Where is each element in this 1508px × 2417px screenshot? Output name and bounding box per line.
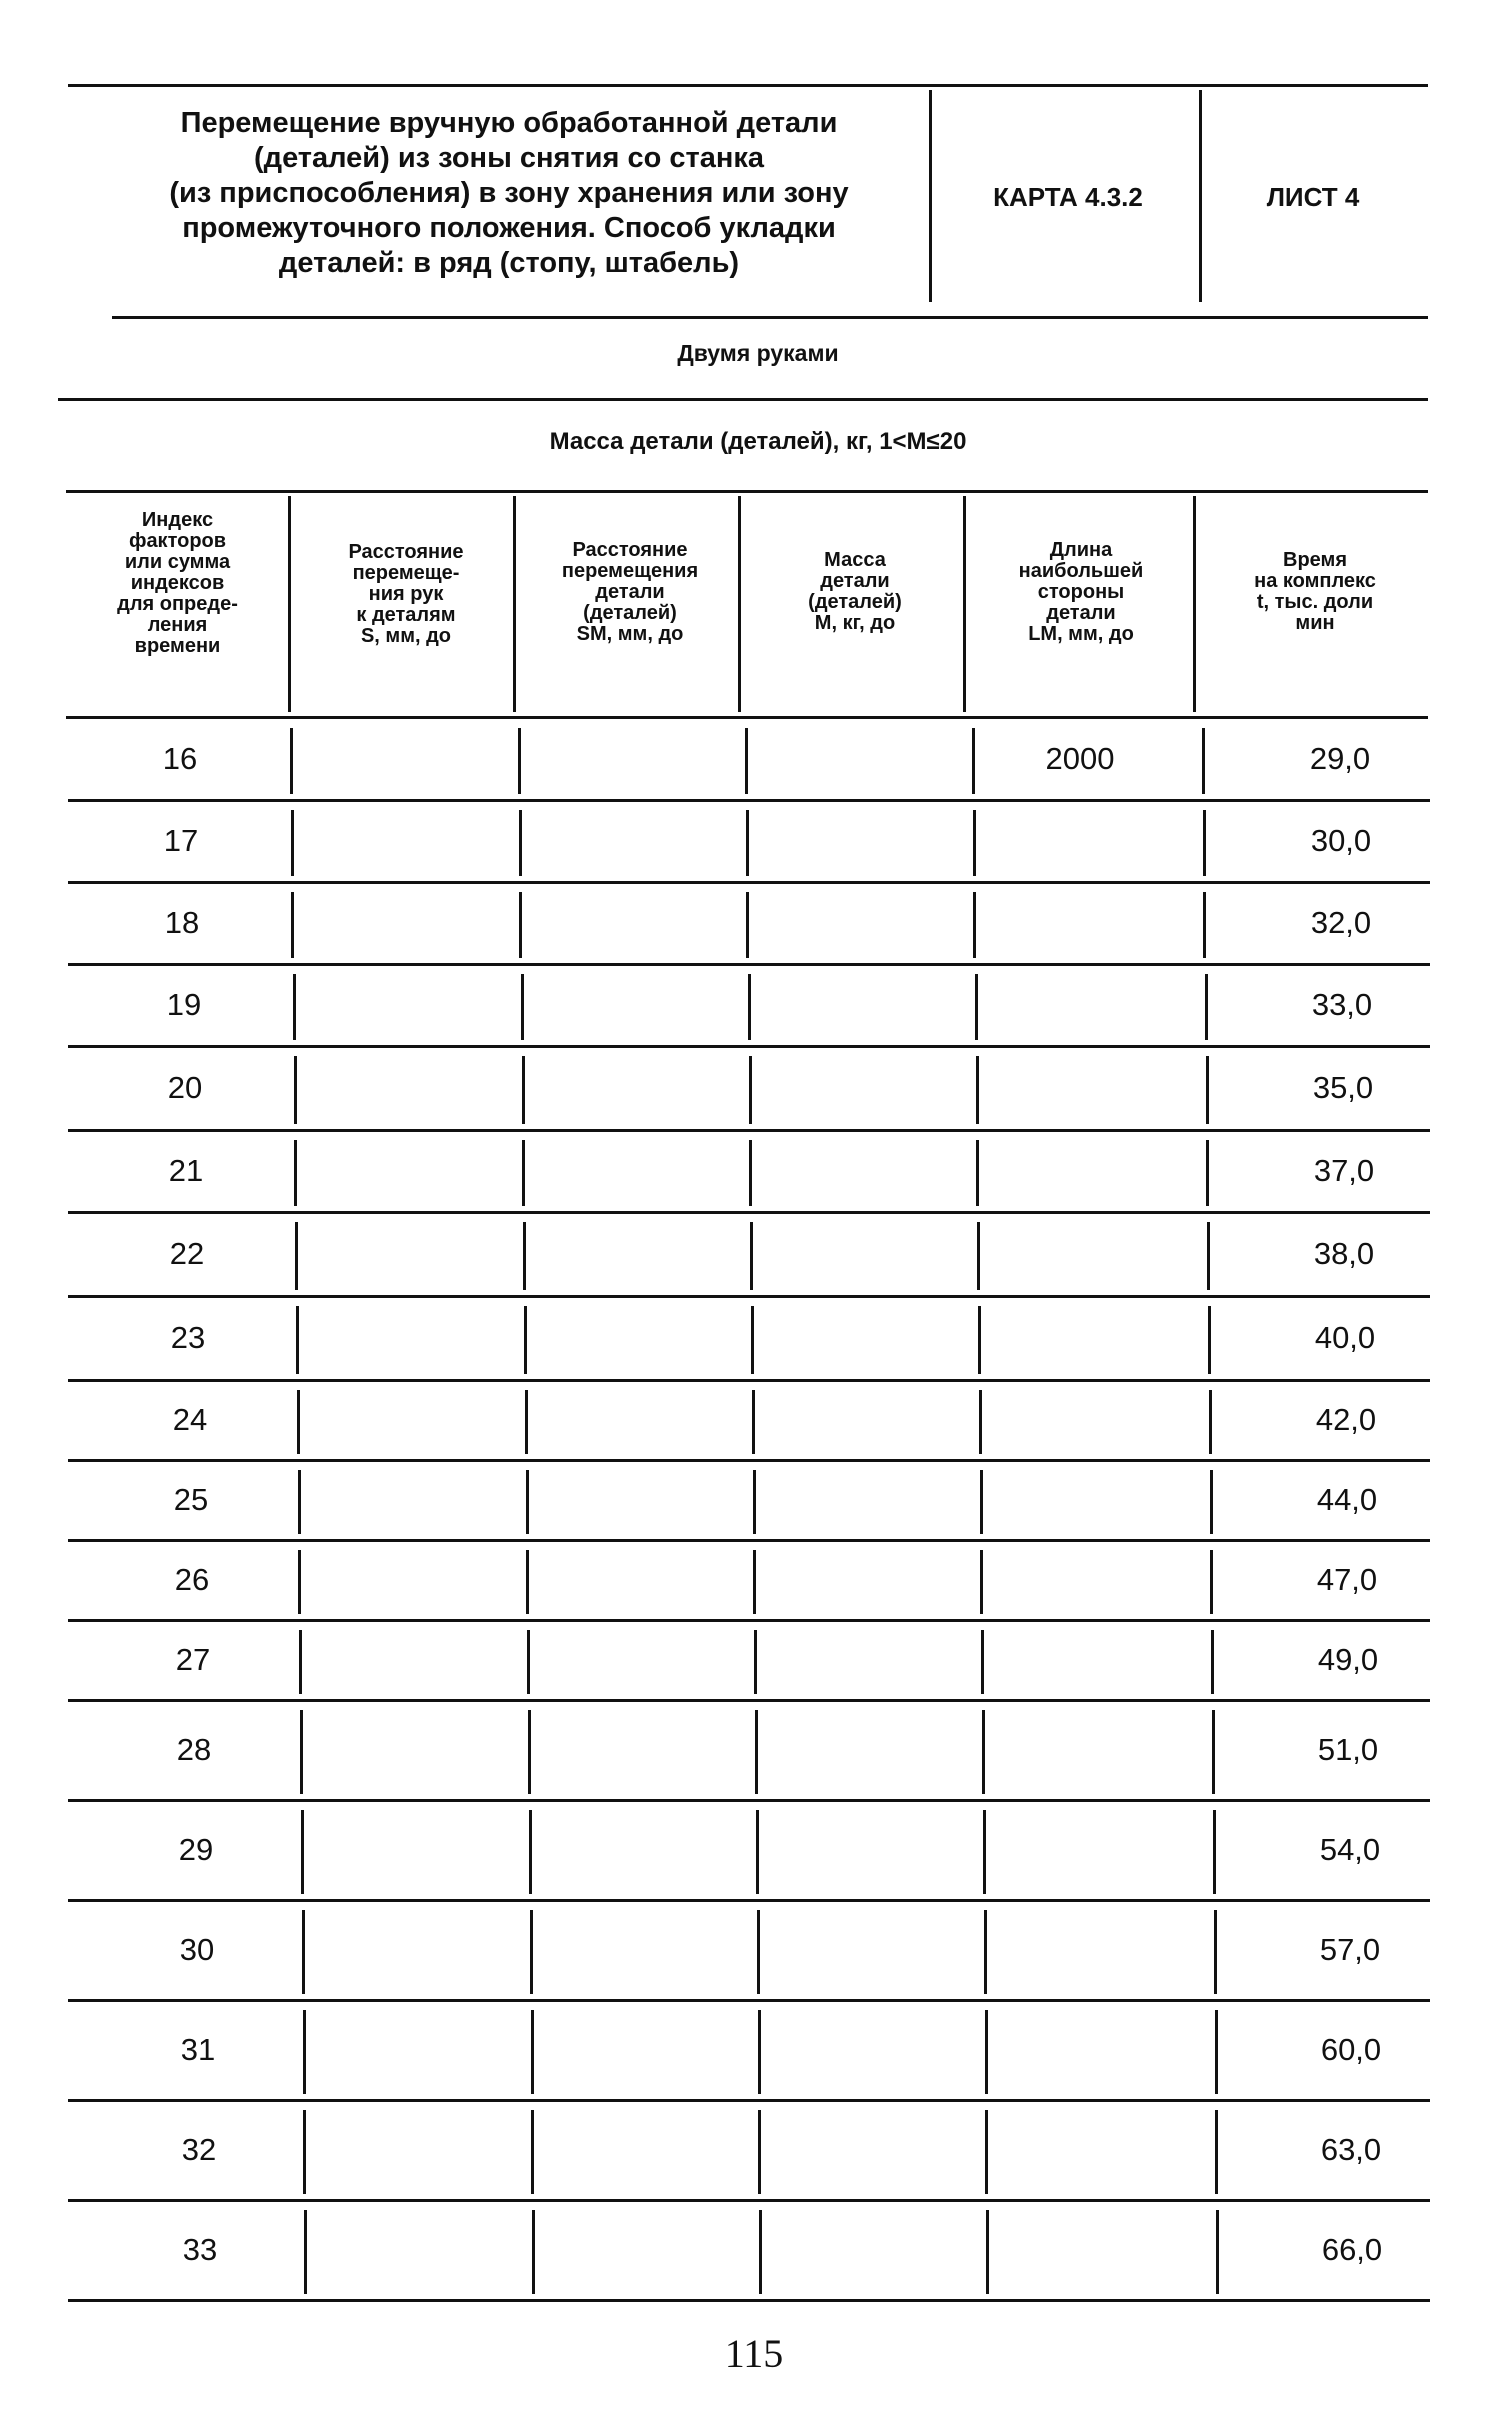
header-block bbox=[93, 86, 1423, 308]
row-time: 30,0 bbox=[1310, 823, 1372, 858]
row-time: 54,0 bbox=[1319, 1832, 1381, 1867]
column-divider bbox=[976, 1056, 979, 1124]
table-row bbox=[70, 1298, 1450, 1382]
column-divider bbox=[300, 1710, 303, 1794]
column-divider bbox=[532, 2210, 535, 2294]
row-index: 18 bbox=[164, 905, 200, 940]
table-row bbox=[70, 720, 1450, 802]
column-divider bbox=[973, 892, 976, 958]
column-divider bbox=[1193, 496, 1196, 712]
column-divider bbox=[531, 2010, 534, 2094]
column-divider bbox=[979, 1390, 982, 1454]
column-header-distance-hands: Расстояние перемеще- ния рук к деталям S, мм, до bbox=[348, 541, 464, 647]
column-divider bbox=[981, 1630, 984, 1694]
table-row bbox=[70, 1542, 1450, 1622]
header-divider bbox=[929, 90, 932, 302]
row-index: 26 bbox=[174, 1562, 210, 1597]
row-index: 21 bbox=[168, 1153, 204, 1188]
column-divider bbox=[526, 1550, 529, 1614]
column-divider bbox=[513, 496, 516, 712]
row-time: 47,0 bbox=[1316, 1562, 1378, 1597]
column-divider bbox=[982, 1710, 985, 1794]
column-divider bbox=[738, 496, 741, 712]
column-divider bbox=[758, 2010, 761, 2094]
row-time: 60,0 bbox=[1320, 2032, 1382, 2067]
table-row bbox=[70, 2202, 1450, 2302]
row-index: 20 bbox=[167, 1070, 203, 1105]
column-divider bbox=[524, 1306, 527, 1374]
subtitle-hands: Двумя руками bbox=[677, 340, 839, 366]
row-index: 25 bbox=[173, 1482, 209, 1517]
column-divider bbox=[759, 2210, 762, 2294]
column-divider bbox=[296, 1306, 299, 1374]
row-time: 44,0 bbox=[1316, 1482, 1378, 1517]
column-divider bbox=[985, 2010, 988, 2094]
column-divider bbox=[973, 810, 976, 876]
row-length: 2000 bbox=[1045, 741, 1115, 776]
column-divider bbox=[295, 1222, 298, 1290]
column-divider bbox=[291, 892, 294, 958]
row-time: 29,0 bbox=[1309, 741, 1371, 776]
table-row bbox=[70, 1622, 1450, 1702]
column-header-top-rule bbox=[66, 490, 1428, 493]
row-index: 31 bbox=[180, 2032, 216, 2067]
column-divider bbox=[1215, 2010, 1218, 2094]
column-divider bbox=[1213, 1810, 1216, 1894]
column-divider bbox=[1203, 892, 1206, 958]
row-rule bbox=[68, 2299, 1430, 2302]
column-divider bbox=[530, 1910, 533, 1994]
column-divider bbox=[1208, 1306, 1211, 1374]
header-bottom-rule bbox=[112, 316, 1428, 319]
table-row bbox=[70, 802, 1450, 884]
row-time: 35,0 bbox=[1312, 1070, 1374, 1105]
row-time: 49,0 bbox=[1317, 1642, 1379, 1677]
sheet-number: ЛИСТ 4 bbox=[1266, 181, 1360, 212]
column-divider bbox=[751, 1306, 754, 1374]
row-index: 32 bbox=[181, 2132, 217, 2167]
row-time: 66,0 bbox=[1321, 2232, 1383, 2267]
column-divider bbox=[972, 728, 975, 794]
column-divider bbox=[753, 1470, 756, 1534]
row-index: 33 bbox=[182, 2232, 218, 2267]
column-divider bbox=[977, 1222, 980, 1290]
column-divider bbox=[985, 2110, 988, 2194]
column-divider bbox=[963, 496, 966, 712]
row-index: 27 bbox=[175, 1642, 211, 1677]
row-index: 22 bbox=[169, 1236, 205, 1271]
row-index: 16 bbox=[162, 741, 198, 776]
table-row bbox=[70, 1214, 1450, 1298]
column-divider bbox=[288, 496, 291, 712]
column-divider bbox=[301, 1810, 304, 1894]
table-row bbox=[70, 1802, 1450, 1902]
column-divider bbox=[755, 1710, 758, 1794]
column-divider bbox=[1206, 1140, 1209, 1206]
card-number: КАРТА 4.3.2 bbox=[993, 181, 1143, 212]
column-header-mass: Масса детали (деталей) M, кг, до bbox=[808, 549, 902, 634]
column-divider bbox=[756, 1810, 759, 1894]
column-divider bbox=[750, 1222, 753, 1290]
column-divider bbox=[529, 1810, 532, 1894]
column-divider bbox=[293, 974, 296, 1040]
table-row bbox=[70, 1382, 1450, 1462]
column-divider bbox=[757, 1910, 760, 1994]
column-divider bbox=[986, 2210, 989, 2294]
column-divider bbox=[1202, 728, 1205, 794]
table-row bbox=[70, 1132, 1450, 1214]
column-divider bbox=[523, 1222, 526, 1290]
header-divider bbox=[1199, 90, 1202, 302]
column-header-distance-part: Расстояние перемещения детали (деталей) SM, мм, до bbox=[561, 539, 699, 645]
column-divider bbox=[749, 1140, 752, 1206]
column-divider bbox=[753, 1550, 756, 1614]
column-divider bbox=[525, 1390, 528, 1454]
column-divider bbox=[975, 974, 978, 1040]
column-divider bbox=[1210, 1550, 1213, 1614]
column-divider bbox=[983, 1810, 986, 1894]
column-divider bbox=[531, 2110, 534, 2194]
row-index: 29 bbox=[178, 1832, 214, 1867]
column-divider bbox=[303, 2110, 306, 2194]
column-divider bbox=[746, 892, 749, 958]
table-row bbox=[70, 884, 1450, 966]
column-divider bbox=[291, 810, 294, 876]
column-header-index: Индекс факторов или сумма индексов для опреде- ления времени bbox=[117, 509, 238, 657]
row-time: 42,0 bbox=[1315, 1402, 1377, 1437]
column-divider bbox=[522, 1140, 525, 1206]
row-index: 24 bbox=[172, 1402, 208, 1437]
column-header-length: Длина наибольшей стороны детали LM, мм, до bbox=[1018, 539, 1144, 645]
row-time: 40,0 bbox=[1314, 1320, 1376, 1355]
column-divider bbox=[1203, 810, 1206, 876]
table-row bbox=[70, 966, 1450, 1048]
table-row bbox=[70, 1048, 1450, 1132]
column-divider bbox=[302, 1910, 305, 1994]
column-divider bbox=[978, 1306, 981, 1374]
table-row bbox=[70, 1702, 1450, 1802]
table-row bbox=[70, 1462, 1450, 1542]
column-divider bbox=[521, 974, 524, 1040]
column-divider bbox=[1205, 974, 1208, 1040]
column-divider bbox=[980, 1550, 983, 1614]
column-divider bbox=[1211, 1630, 1214, 1694]
page-number: 115 bbox=[724, 2331, 784, 2376]
column-divider bbox=[748, 974, 751, 1040]
column-divider bbox=[1214, 1910, 1217, 1994]
column-divider bbox=[1216, 2210, 1219, 2294]
row-time: 63,0 bbox=[1320, 2132, 1382, 2167]
column-divider bbox=[519, 892, 522, 958]
table-row bbox=[70, 2102, 1450, 2202]
column-divider bbox=[519, 810, 522, 876]
column-divider bbox=[1209, 1390, 1212, 1454]
column-divider bbox=[294, 1140, 297, 1206]
row-index: 23 bbox=[170, 1320, 206, 1355]
column-divider bbox=[749, 1056, 752, 1124]
column-divider bbox=[745, 728, 748, 794]
column-divider bbox=[976, 1140, 979, 1206]
row-time: 51,0 bbox=[1317, 1732, 1379, 1767]
column-divider bbox=[518, 728, 521, 794]
column-divider bbox=[303, 2010, 306, 2094]
column-divider bbox=[1207, 1222, 1210, 1290]
column-divider bbox=[526, 1470, 529, 1534]
table-row bbox=[70, 1902, 1450, 2002]
row-time: 38,0 bbox=[1313, 1236, 1375, 1271]
row-time: 33,0 bbox=[1311, 987, 1373, 1022]
row-index: 30 bbox=[179, 1932, 215, 1967]
column-divider bbox=[290, 728, 293, 794]
column-divider bbox=[298, 1550, 301, 1614]
column-divider bbox=[527, 1630, 530, 1694]
column-divider bbox=[1212, 1710, 1215, 1794]
column-divider bbox=[298, 1470, 301, 1534]
column-divider bbox=[1215, 2110, 1218, 2194]
subtitle-rule bbox=[58, 398, 1428, 401]
row-index: 17 bbox=[163, 823, 199, 858]
column-divider bbox=[299, 1630, 302, 1694]
column-header-time: Время на комплекс t, тыс. доли мин bbox=[1254, 549, 1376, 634]
subtitle-mass: Масса детали (деталей), кг, 1<M≤20 bbox=[549, 428, 967, 455]
column-divider bbox=[1210, 1470, 1213, 1534]
column-divider bbox=[752, 1390, 755, 1454]
column-divider bbox=[528, 1710, 531, 1794]
row-time: 57,0 bbox=[1319, 1932, 1381, 1967]
column-divider bbox=[980, 1470, 983, 1534]
column-divider bbox=[984, 1910, 987, 1994]
column-divider bbox=[522, 1056, 525, 1124]
column-divider bbox=[754, 1630, 757, 1694]
column-divider bbox=[746, 810, 749, 876]
column-divider bbox=[294, 1056, 297, 1124]
card-title: Перемещение вручную обработанной детали (деталей) из зоны снятия со станка (из приспособления) в зону хранения или зону промежуточного положения. Способ укладки деталей: в ряд (стопу, штабель) bbox=[169, 107, 849, 279]
table-row bbox=[70, 2002, 1450, 2102]
row-time: 37,0 bbox=[1313, 1153, 1375, 1188]
column-divider bbox=[297, 1390, 300, 1454]
column-divider bbox=[1206, 1056, 1209, 1124]
row-time: 32,0 bbox=[1310, 905, 1372, 940]
column-divider bbox=[304, 2210, 307, 2294]
row-index: 28 bbox=[176, 1732, 212, 1767]
column-header-bottom-rule bbox=[66, 716, 1428, 719]
row-index: 19 bbox=[166, 987, 202, 1022]
column-divider bbox=[758, 2110, 761, 2194]
